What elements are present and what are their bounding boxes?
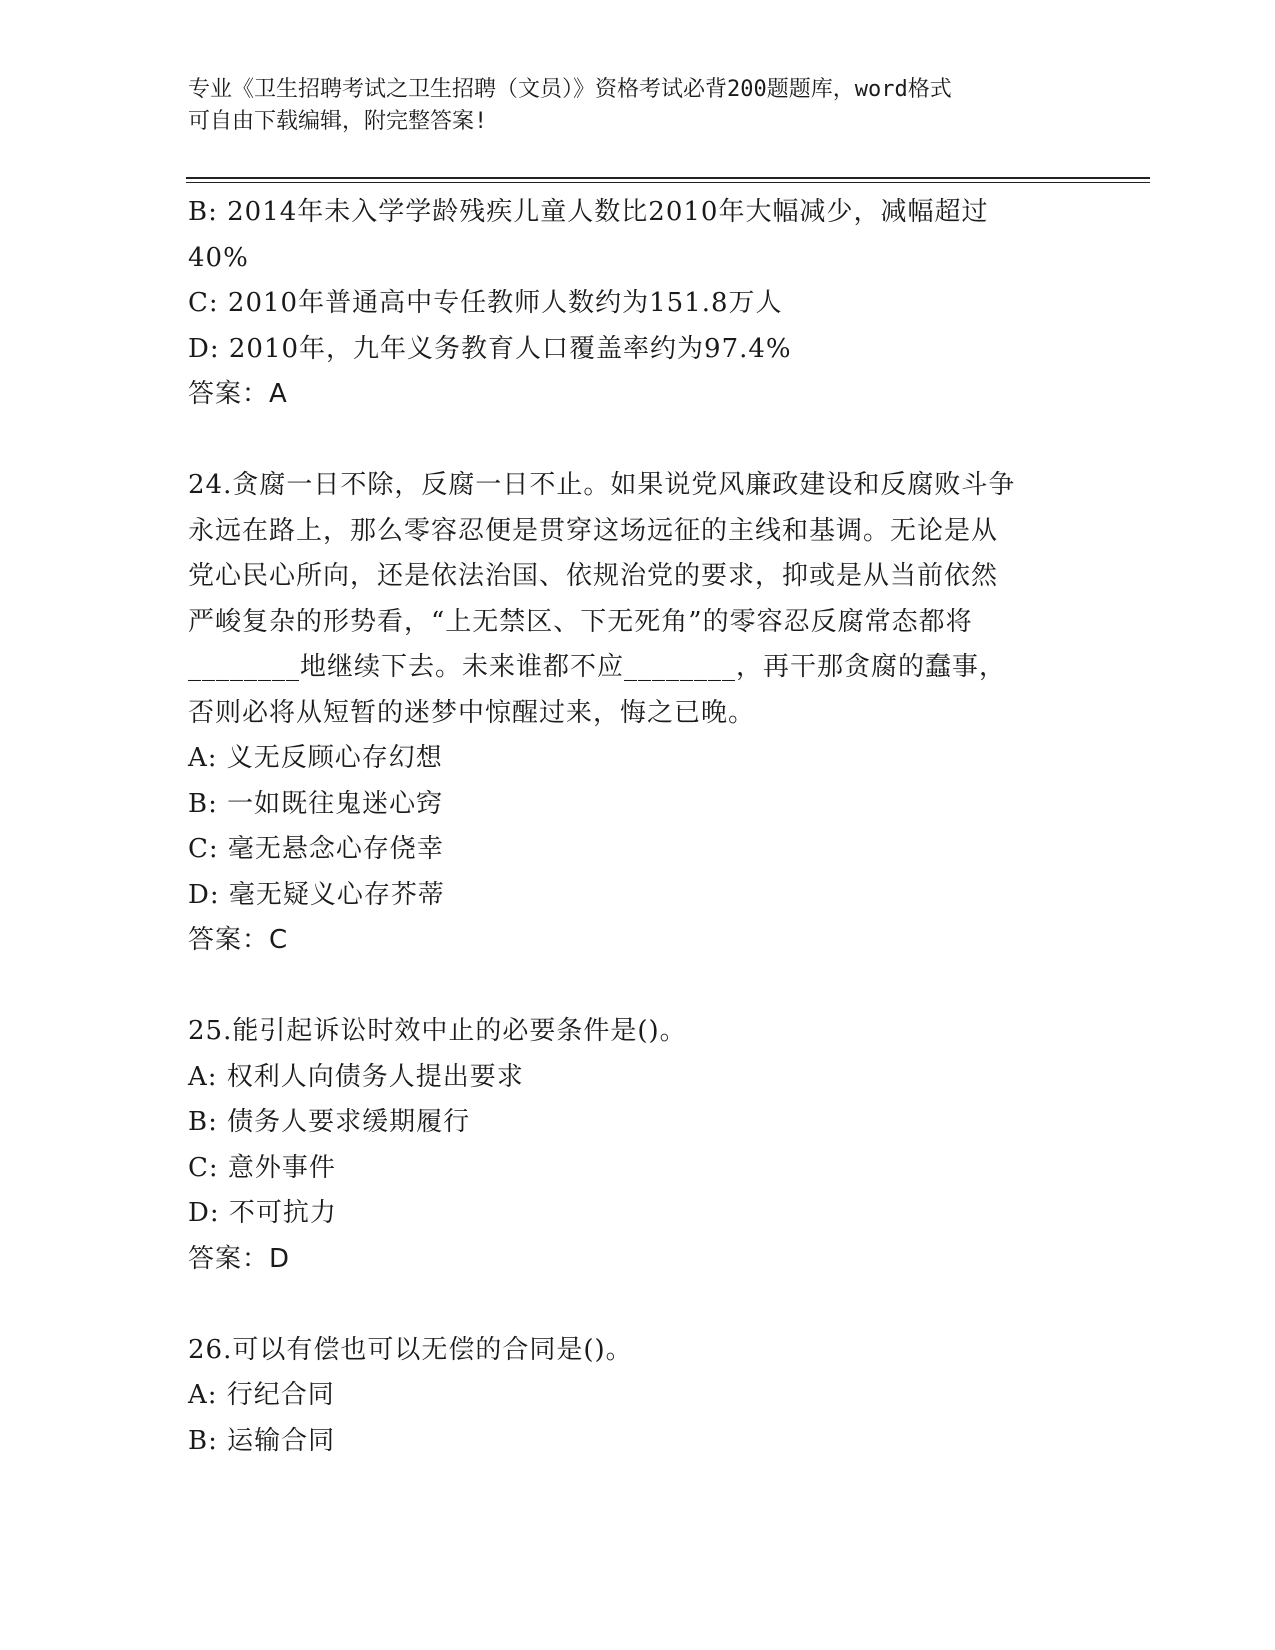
header-rule-thin bbox=[186, 182, 1150, 183]
q26-option-a: A: 行纪合同 bbox=[188, 1380, 335, 1410]
q24-stem-line: 党心民心所向，还是依法治国、依规治党的要求，抑或是从当前依然 bbox=[188, 561, 999, 591]
spacer bbox=[188, 418, 1088, 464]
q24-stem-line: 永远在路上，那么零容忍便是贯穿这场远征的主线和基调。无论是从 bbox=[188, 515, 999, 546]
q25-option-c: C: 意外事件 bbox=[188, 1152, 336, 1183]
header-title-line-1: 专业《卫生招聘考试之卫生招聘（文员）》资格考试必背200题题库，word格式 bbox=[188, 77, 952, 102]
q23-option-b-line-1: B: 2014年未入学学龄残疾儿童人数比2010年大幅减少，减幅超过 bbox=[188, 197, 989, 227]
q25-stem: 25.能引起诉讼时效中止的必要条件是()。 bbox=[188, 1016, 687, 1046]
q24-option-b: B: 一如既往鬼迷心窍 bbox=[188, 788, 444, 819]
question-content bbox=[188, 190, 1088, 1464]
header-rule-thick bbox=[186, 177, 1150, 179]
spacer bbox=[188, 1282, 1088, 1328]
q25-answer: 答案：D bbox=[188, 1243, 291, 1274]
q23-option-c: C: 2010年普通高中专任教师人数约为151.8万人 bbox=[188, 288, 783, 318]
page-header bbox=[188, 74, 1088, 138]
q24-stem-line: ________地继续下去。未来谁都不应________，再干那贪腐的蠢事， bbox=[188, 652, 1007, 682]
question-25 bbox=[188, 1009, 1088, 1282]
q24-answer: 答案：C bbox=[188, 925, 289, 955]
q24-stem-line: 24.贪腐一日不除，反腐一日不止。如果说党风廉政建设和反腐败斗争 bbox=[188, 470, 1016, 500]
question-26 bbox=[188, 1328, 1088, 1465]
q25-option-d: D: 不可抗力 bbox=[188, 1198, 337, 1228]
spacer bbox=[188, 964, 1088, 1010]
q25-option-a: A: 权利人向债务人提出要求 bbox=[188, 1061, 524, 1092]
q26-option-b: B: 运输合同 bbox=[188, 1425, 336, 1456]
question-23-tail bbox=[188, 190, 1088, 418]
q24-option-a: A: 义无反顾心存幻想 bbox=[188, 743, 443, 773]
q23-answer: 答案：A bbox=[188, 379, 288, 409]
q24-option-c: C: 毫无悬念心存侥幸 bbox=[188, 834, 444, 864]
q26-stem: 26.可以有偿也可以无偿的合同是()。 bbox=[188, 1334, 633, 1365]
header-title-line-2: 可自由下载编辑，附完整答案! bbox=[188, 109, 488, 134]
q24-stem-line: 否则必将从短暂的迷梦中惊醒过来，悔之已晚。 bbox=[188, 697, 756, 728]
q24-stem-line: 严峻复杂的形势看，“上无禁区、下无死角”的零容忍反腐常态都将 bbox=[188, 606, 973, 637]
q23-option-d: D: 2010年，九年义务教育人口覆盖率约为97.4% bbox=[188, 333, 792, 364]
q25-option-b: B: 债务人要求缓期履行 bbox=[188, 1107, 471, 1137]
q24-option-d: D: 毫无疑义心存芥蒂 bbox=[188, 879, 445, 910]
q23-option-b-line-2: 40% bbox=[188, 242, 249, 273]
question-24 bbox=[188, 463, 1088, 964]
